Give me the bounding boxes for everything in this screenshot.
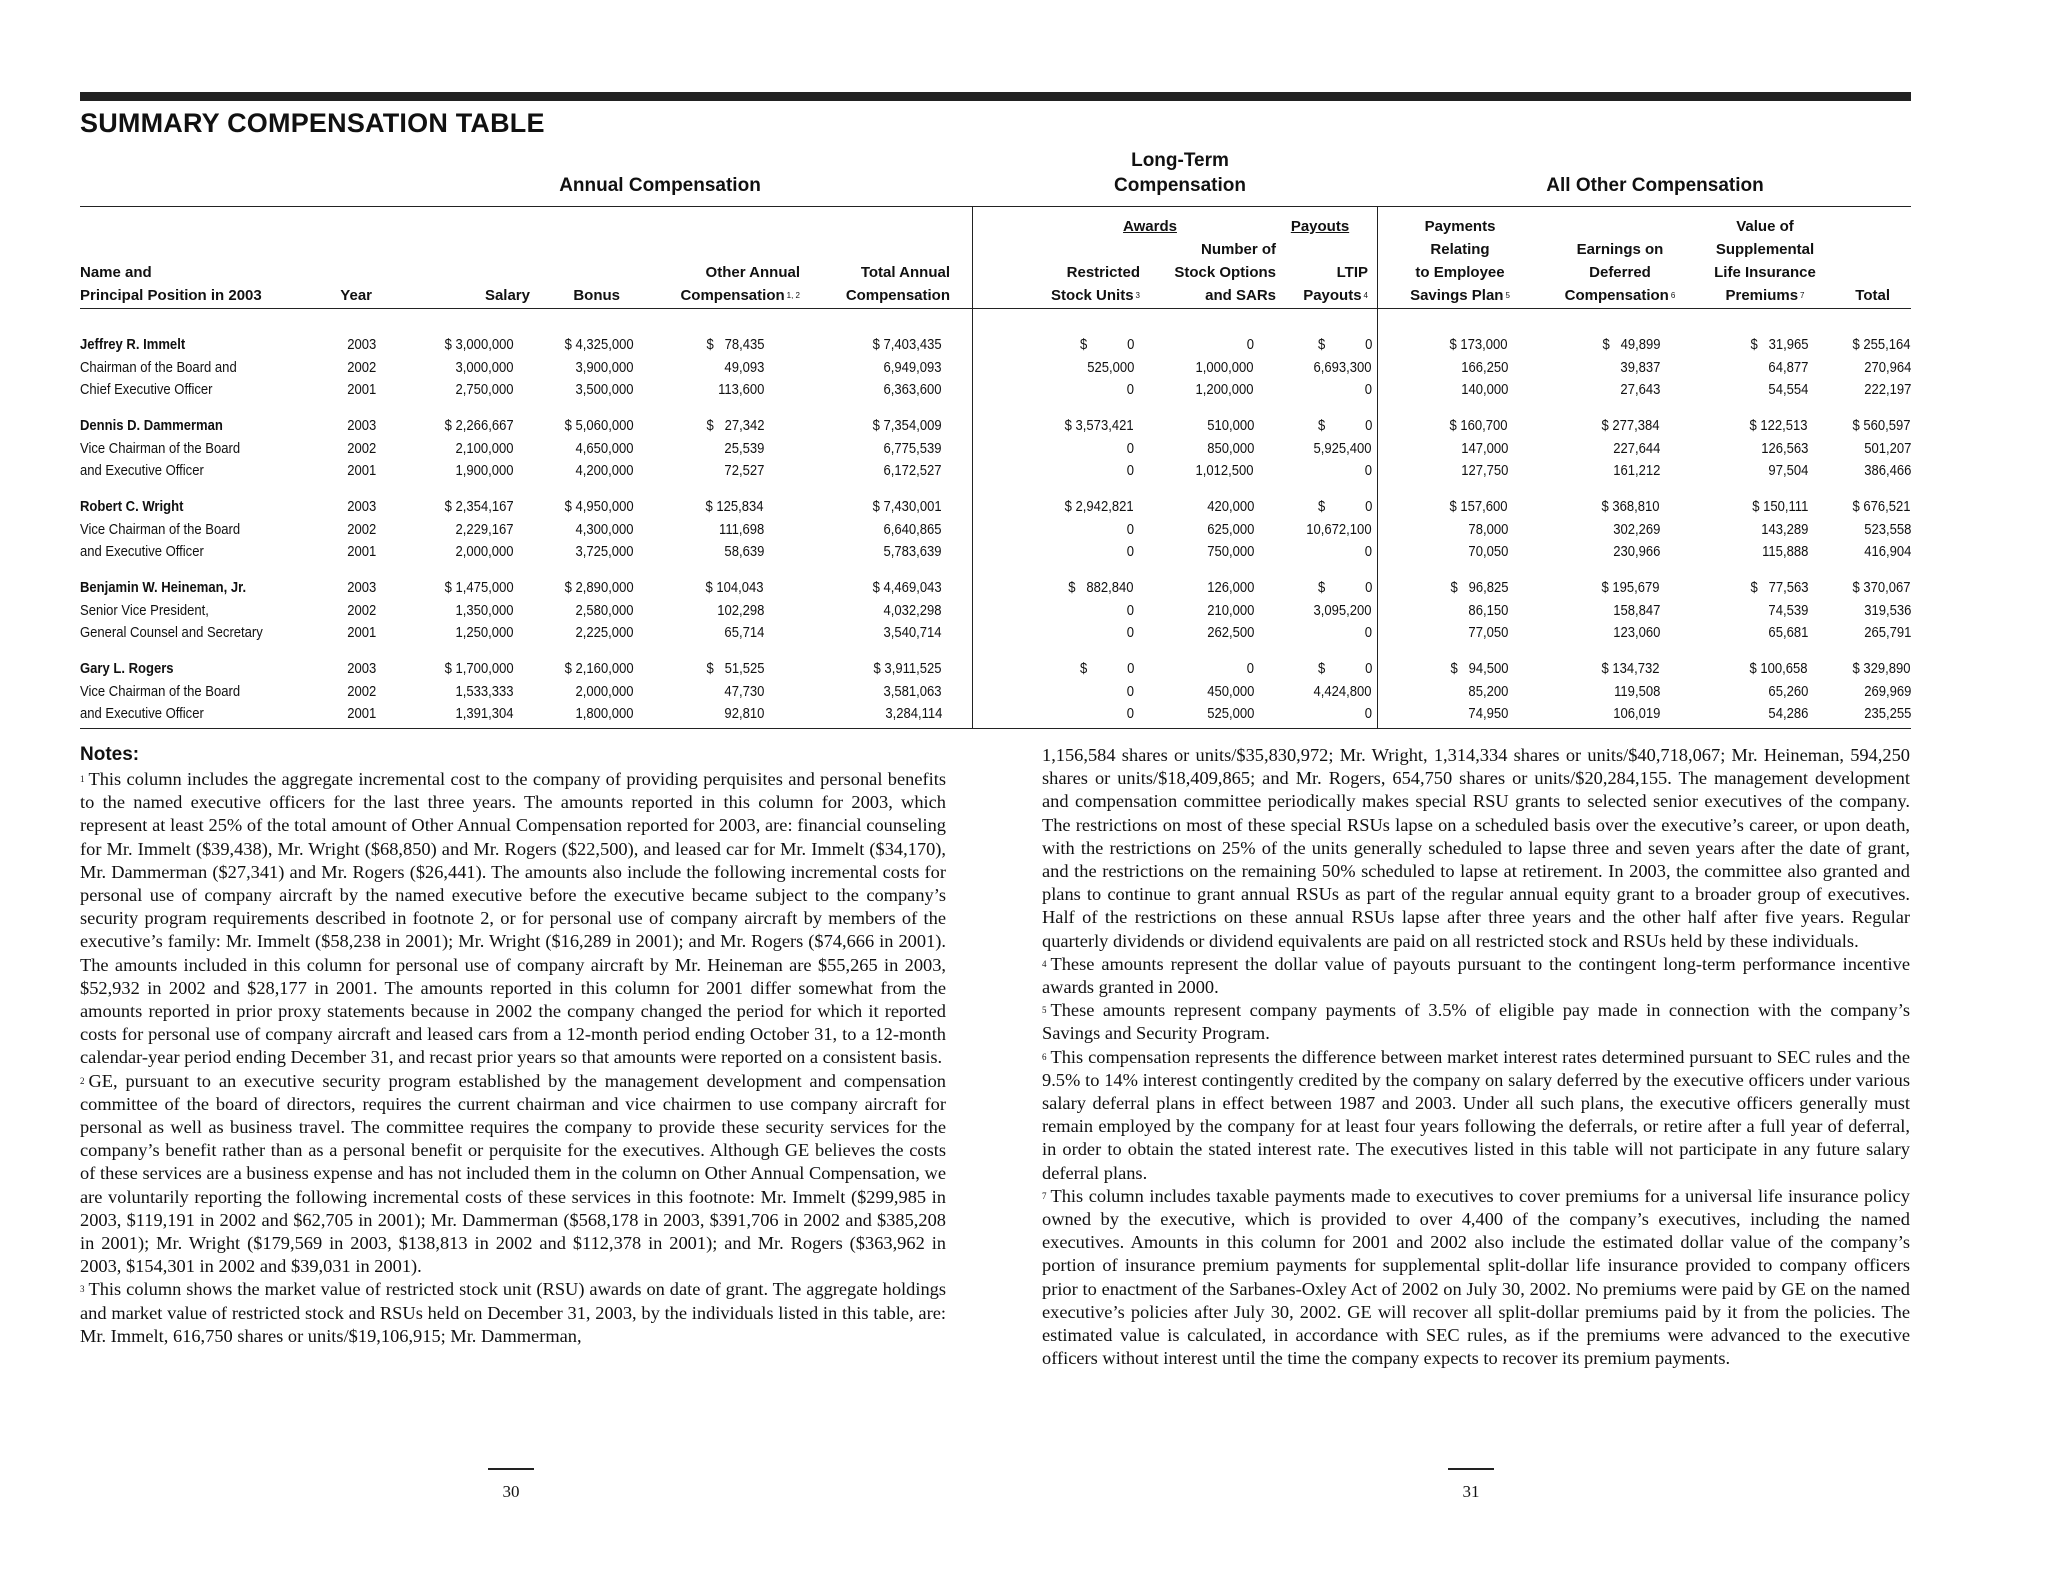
table-cell-options: 750,000 [1206,544,1254,560]
table-cell-rsu: 0 [1126,625,1134,641]
notes-right-column [1042,744,1910,1370]
table-cell-other: $ 51,525 [705,661,764,677]
table-cell-rsu: $ 0 [1079,661,1134,677]
table-cell-options: 1,000,000 [1195,359,1254,376]
column-header-total-annual: Compensation [845,287,950,304]
table-cell-rsu: 525,000 [1086,359,1134,376]
executive-position: Chief Executive Officer [80,382,213,398]
table-cell-total-annual: 6,363,600 [883,382,942,398]
table-cell-other: $ 104,043 [705,580,764,596]
table-cell-year: 2003 [346,337,376,353]
footnote-text: These amounts represent the dollar value of payouts pursuant to the contingent long-term performance incentive awards granted in 2000. [1042,953,1910,998]
table-cell-bonus: 2,225,000 [575,625,634,641]
executive-name: Gary L. Rogers [80,661,174,677]
table-cell-payments: 70,050 [1468,544,1508,560]
table-cell-total: $ 370,067 [1852,580,1911,596]
footnote-text: This column includes taxable payments made to executives to cover premiums for a universal life insurance policy owned by the executive, which is provided to over 4,400 of the company’s executives, including the named executives. Amounts in this column for 2001 and 2002 also include the estimated dollar value of the company’s portion of insurance premium payments for supplemental split-dollar life insurance provided to company officers prior to enactment of the Sarbanes-Oxley Act of 2002 on July 30, 2002. No premiums were paid by GE on the named executive’s policies after July 30, 2002. GE will recover all split-dollar premiums paid by it from the policies. The estimated value is calculated, in accordance with SEC rules, as if the premiums were advanced to the executive officers without interest until the time the company expects to recover its premium payments. [1042,1185,1910,1369]
table-cell-earnings: $ 49,899 [1601,337,1660,353]
table-cell-salary: $ 3,000,000 [445,337,514,353]
executive-position: and Executive Officer [80,706,204,722]
table-cell-insurance: $ 122,513 [1749,418,1808,434]
footnote-marker: 7 [1042,1190,1047,1201]
table-cell-year: 2002 [346,683,376,700]
table-cell-earnings: 123,060 [1612,625,1660,641]
payouts-subheader: Payouts [1290,218,1350,235]
table-cell-payments: $ 94,500 [1449,661,1508,677]
footnote [80,1278,946,1348]
table-cell-payments: 127,750 [1460,463,1508,479]
table-cell-year: 2002 [346,440,376,457]
table-cell-other: 49,093 [724,359,764,376]
table-cell-earnings: 39,837 [1620,359,1660,376]
table-cell-other: 72,527 [724,463,764,479]
table-cell-salary: 2,000,000 [455,544,514,560]
table-cell-year: 2001 [346,382,376,398]
notes-label: Notes: [80,744,140,765]
table-cell-options: 525,000 [1206,706,1254,722]
table-cell-total-annual: $ 4,469,043 [873,580,942,596]
long-term-header-line1: Long-Term [1131,150,1229,171]
column-header-earnings: Deferred [1589,264,1651,281]
column-header-options: Number of [1201,241,1276,258]
table-cell-other: 113,600 [717,382,764,398]
table-cell-total-annual: 6,775,539 [883,440,942,457]
all-other-compensation-header: All Other Compensation [1546,175,1764,196]
table-cell-insurance: $ 77,563 [1749,580,1808,596]
table-cell-rsu: 0 [1126,463,1134,479]
table-cell-rsu: 0 [1126,544,1134,560]
table-cell-other: 111,698 [718,521,764,538]
table-cell-other: 25,539 [724,440,764,457]
table-cell-rsu: 0 [1126,602,1134,619]
table-cell-bonus: 2,580,000 [575,602,634,619]
page-title: SUMMARY COMPENSATION TABLE [80,108,545,138]
table-cell-payments: 140,000 [1460,382,1508,398]
table-cell-salary: 1,900,000 [455,463,514,479]
table-cell-payments: $ 157,600 [1449,499,1508,515]
table-cell-insurance: $ 31,965 [1749,337,1808,353]
table-cell-earnings: $ 134,732 [1601,661,1660,677]
table-cell-salary: $ 1,475,000 [445,580,514,596]
table-cell-insurance: 115,888 [1761,544,1808,560]
table-cell-rsu: $ 882,840 [1068,580,1134,596]
table-cell-bonus: 2,000,000 [575,683,634,700]
table-cell-payments: 166,250 [1460,359,1508,376]
table-cell-rsu: 0 [1126,683,1134,700]
footnote [80,1070,946,1279]
executive-position: Senior Vice President, [80,602,209,619]
table-cell-ltip: $ 0 [1317,418,1372,434]
table-cell-bonus: 4,300,000 [575,521,634,538]
executive-position: and Executive Officer [80,463,204,479]
table-cell-year: 2001 [346,625,376,641]
table-cell-year: 2001 [346,706,376,722]
executive-position: and Executive Officer [80,544,204,560]
executive-position: Vice Chairman of the Board [80,521,241,538]
executive-name: Jeffrey R. Immelt [80,337,186,353]
table-cell-total-annual: $ 7,403,435 [873,337,942,353]
footnote-marker: 3 [80,1284,85,1295]
table-cell-salary: 1,391,304 [455,706,514,722]
table-cell-insurance: 64,877 [1768,359,1808,376]
column-header-payments: Payments [1424,218,1496,235]
table-cell-total: 416,904 [1863,544,1911,560]
table-cell-rsu: 0 [1126,521,1134,538]
table-cell-total-annual: 3,581,063 [883,683,942,700]
page-rule-right [1448,1468,1494,1470]
table-cell-rsu: $ 2,942,821 [1065,499,1134,515]
footnote [1042,1185,1910,1371]
table-cell-total-annual: 6,949,093 [883,359,942,376]
table-cell-bonus: 3,500,000 [575,382,634,398]
footnote-text: This compensation represents the difference between market interest rates determined pursuant to SEC rules and the 9.5% to 14% interest contingently credited by the company on salary deferred by the executive officers under various salary deferral plans in effect between 1987 and 2003. Under all such plans, the executive officers generally must remain employed by the company for at least four years following the deferrals, or retire after a full year of deferral, in order to obtain the stated interest rate. The executives listed in this table will not participate in any future salary deferral plans. [1042,1046,1910,1183]
table-cell-options: 0 [1246,661,1254,677]
table-cell-earnings: 158,847 [1612,602,1660,619]
table-cell-options: 420,000 [1206,499,1254,515]
table-cell-earnings: $ 277,384 [1601,418,1660,434]
table-cell-bonus: 3,900,000 [575,359,634,376]
column-header-payments: Savings Plan $^5$ [1410,287,1510,304]
table-cell-total-annual: 6,172,527 [883,463,942,479]
table-cell-total: $ 329,890 [1852,661,1911,677]
table-cell-earnings: 27,643 [1620,382,1660,398]
table-cell-year: 2002 [346,521,376,538]
column-header-other-annual: Compensation $^{1, 2}$ [680,287,800,304]
page-number-left: 30 [502,1482,520,1501]
footnote-text: 1,156,584 shares or units/$35,830,972; Mr. Wright, 1,314,334 shares or units/$40,718,067; Mr. Heineman, 594,250 shares or units/$18,409,865; and Mr. Rogers, 654,750 shares or units/$20,284,155. The management development and compensation committee periodically makes special RSU grants to selected senior executives of the company. The restrictions on most of these special RSUs lapse on a scheduled basis over the executive’s career, or upon death, with the restrictions on 25% of the units generally scheduled to lapse three and seven years after the date of grant, and the restrictions on the remaining 50% scheduled to lapse at retirement. In 2003, the committee also granted and plans to continue to grant annual RSUs as part of the regular annual equity grant to a broader group of executives. Half of the restrictions on these annual RSUs lapse after three years and the other half after five years. Regular quarterly dividends or dividend equivalents are paid on all restricted stock and RSUs held by these individuals. [1042,745,1910,951]
table-cell-other: $ 125,834 [705,499,764,515]
footnote-marker: 5 [1042,1005,1047,1016]
table-cell-insurance: $ 100,658 [1749,661,1808,677]
table-cell-earnings: 161,212 [1612,463,1660,479]
table-cell-rsu: 0 [1126,382,1134,398]
footnote [80,768,946,1070]
column-header-options: and SARs [1205,287,1276,304]
table-cell-ltip: 0 [1364,706,1372,722]
table-cell-ltip: 5,925,400 [1313,440,1372,457]
executive-position: Vice Chairman of the Board [80,683,241,700]
table-cell-ltip: $ 0 [1317,580,1372,596]
table-cell-options: 450,000 [1206,683,1254,700]
column-header-other-annual: Other Annual [705,264,800,281]
table-cell-total: 269,969 [1863,683,1911,700]
footnote-marker: 2 [80,1075,85,1086]
table-cell-payments: $ 96,825 [1449,580,1508,596]
table-cell-earnings: 302,269 [1612,521,1660,538]
table-cell-salary: 3,000,000 [455,359,514,376]
table-cell-insurance: 54,554 [1768,382,1808,398]
table-cell-total: $ 560,597 [1852,418,1911,434]
table-cell-payments: 78,000 [1468,521,1508,538]
table-cell-year: 2003 [346,580,376,596]
table-cell-payments: 74,950 [1468,706,1508,722]
footnote [1042,1046,1910,1185]
table-cell-total: $ 255,164 [1852,337,1911,353]
table-cell-options: 1,012,500 [1195,463,1254,479]
long-term-header-line2: Compensation [1114,175,1246,196]
column-header-name: Principal Position in 2003 [80,287,262,304]
table-cell-other: 102,298 [716,602,764,619]
table-cell-insurance: 54,286 [1768,706,1808,722]
table-cell-bonus: $ 4,950,000 [565,499,634,515]
footnote-text: These amounts represent company payments of 3.5% of eligible pay made in connection with the company’s Savings and Security Program. [1042,1000,1910,1044]
table-cell-payments: $ 173,000 [1449,337,1508,353]
header-rule-top [80,206,1911,207]
table-cell-salary: 2,750,000 [455,382,514,398]
table-cell-payments: 85,200 [1468,683,1508,700]
column-header-salary: Salary [484,287,530,304]
footnote-marker: 6 [1042,1051,1047,1062]
table-cell-bonus: 3,725,000 [575,544,634,560]
table-cell-ltip: 0 [1364,382,1372,398]
table-cell-year: 2002 [346,359,376,376]
column-header-insurance: Life Insurance [1714,264,1816,281]
table-cell-options: 510,000 [1206,418,1254,434]
column-header-name: Name and [80,264,152,281]
table-cell-total: 523,558 [1863,521,1911,538]
table-cell-total-annual: $ 7,430,001 [873,499,942,515]
executive-name: Dennis D. Dammerman [80,418,223,434]
table-cell-ltip: $ 0 [1317,499,1372,515]
table-cell-earnings: $ 195,679 [1601,580,1660,596]
table-cell-bonus: 4,200,000 [575,463,634,479]
table-cell-bonus: $ 4,325,000 [565,337,634,353]
table-cell-options: 262,500 [1206,625,1254,641]
executive-name: Benjamin W. Heineman, Jr. [80,580,247,596]
table-cell-salary: 2,100,000 [455,440,514,457]
table-cell-payments: 77,050 [1468,625,1508,641]
executive-position: General Counsel and Secretary [80,625,263,641]
table-cell-options: 126,000 [1206,580,1254,596]
column-divider-2 [1377,206,1378,728]
column-header-payments: Relating [1430,241,1490,258]
table-cell-total: $ 676,521 [1852,499,1911,515]
table-cell-options: 850,000 [1206,440,1254,457]
table-cell-year: 2001 [346,463,376,479]
table-cell-earnings: $ 368,810 [1601,499,1660,515]
table-cell-salary: 1,533,333 [455,683,514,700]
footnote-marker: 1 [80,774,85,784]
table-cell-year: 2002 [346,602,376,619]
table-cell-total: 265,791 [1863,625,1911,641]
table-cell-other: $ 78,435 [705,337,764,353]
table-cell-payments: $ 160,700 [1449,418,1508,434]
table-cell-payments: 147,000 [1460,440,1508,457]
table-cell-total-annual: 3,540,714 [883,625,942,641]
table-cell-salary: $ 2,266,667 [445,418,514,434]
awards-subheader: Awards [1123,218,1177,235]
annual-compensation-header: Annual Compensation [559,175,761,196]
top-rule [80,92,1911,101]
table-cell-salary: 1,350,000 [455,602,514,619]
table-cell-salary: 1,250,000 [455,625,514,641]
table-cell-total-annual: 6,640,865 [883,521,942,538]
table-cell-salary: $ 1,700,000 [445,661,514,677]
table-cell-total: 222,197 [1863,382,1911,398]
table-rule-bottom [80,728,1911,729]
table-cell-total: 319,536 [1863,602,1911,619]
table-cell-total-annual: $ 7,354,009 [873,418,942,434]
table-cell-total: 386,466 [1863,463,1911,479]
table-cell-rsu: 0 [1126,706,1134,722]
table-cell-options: 0 [1246,337,1254,353]
table-cell-insurance: 126,563 [1760,440,1808,457]
column-header-ltip: Payouts $^4$ [1303,287,1368,304]
table-cell-ltip: 4,424,800 [1313,683,1372,700]
column-header-total-annual: Total Annual [860,264,950,281]
executive-name: Robert C. Wright [80,499,184,515]
table-cell-rsu: 0 [1126,440,1134,457]
table-cell-total: 270,964 [1863,359,1911,376]
table-cell-total-annual: 4,032,298 [883,602,942,619]
column-header-insurance: Supplemental [1715,241,1815,258]
footnote-text: This column includes the aggregate incremental cost to the company of providing perquisites and personal benefits to the named executive officers for the last three years. The amounts reported in this column for 2003, which represent at least 25% of the total amount of Other Annual Compensation reported for 2003, are: financial counseling for Mr. Immelt ($39,438), Mr. Wright ($68,850) and Mr. Rogers ($22,500), and leased car for Mr. Immelt ($34,170), Mr. Dammerman ($27,341) and Mr. Rogers ($26,441). The amounts also include the following incremental costs for personal use of company aircraft by the named executive before the executive became subject to the company’s security program requirements described in footnote 2, or for personal use of company aircraft by members of the executive’s family: Mr. Immelt ($58,238 in 2001); Mr. Wright ($16,289 in 2001); and Mr. Rogers ($74,666 in 2001). The amounts included in this column for personal use of company aircraft by Mr. Heineman are $55,265 in 2003, $52,932 in 2002 and $28,177 in 2001. The amounts reported in this column for 2001 differ somewhat from the amounts reported in prior proxy statements because in 2002 the company changed the period for which it reported costs for personal use of company aircraft and leased cars from a 12-month period ending October 31, to a 12-month calendar-year period ending December 31, and recast prior years so that amounts were reported on a consistent basis. [80,769,946,1068]
table-cell-ltip: 3,095,200 [1313,602,1372,619]
executive-position: Chairman of the Board and [80,359,237,376]
table-cell-total-annual: $ 3,911,525 [874,661,942,677]
footnote [1042,744,1910,953]
page-number-right: 31 [1462,1482,1480,1501]
table-cell-insurance: 65,260 [1768,683,1808,700]
column-header-bonus: Bonus [573,287,620,304]
column-header-insurance: Premiums $^7$ [1725,287,1805,304]
column-header-earnings: Earnings on [1576,241,1664,258]
table-cell-insurance: 74,539 [1768,602,1808,619]
column-header-rsu: Restricted [1066,264,1140,281]
executive-position: Vice Chairman of the Board [80,440,241,457]
table-cell-options: 210,000 [1206,602,1254,619]
table-cell-rsu: $ 3,573,421 [1065,418,1134,434]
column-header-options: Stock Options [1174,264,1276,281]
table-cell-insurance: 97,504 [1768,463,1808,479]
column-header-insurance: Value of [1736,218,1794,235]
column-header-year: Year [340,287,372,304]
table-cell-ltip: 10,672,100 [1306,521,1372,538]
table-cell-other: 92,810 [724,706,764,722]
table-cell-bonus: 1,800,000 [575,706,634,722]
table-cell-earnings: 227,644 [1612,440,1660,457]
table-cell-other: 58,639 [724,544,764,560]
footnote-marker: 4 [1042,958,1047,969]
footnote-text: This column shows the market value of restricted stock unit (RSU) awards on date of grant. The aggregate holdings and market value of restricted stock and RSUs held on December 31, 2003, by the individuals listed in this table, are: Mr. Immelt, 616,750 shares or units/$19,106,915; Mr. Dammerman, [80,1279,946,1346]
table-cell-rsu: $ 0 [1079,337,1134,353]
table-cell-total-annual: 3,284,114 [884,706,942,722]
table-cell-earnings: 230,966 [1612,544,1660,560]
table-cell-total-annual: 5,783,639 [883,544,942,560]
table-cell-ltip: 0 [1364,463,1372,479]
table-cell-bonus: $ 2,890,000 [565,580,634,596]
footnote [1042,953,1910,999]
table-cell-ltip: $ 0 [1317,337,1372,353]
column-header-total: Total [1855,287,1890,304]
table-cell-year: 2003 [346,418,376,434]
header-rule-bottom [80,308,1911,309]
table-cell-earnings: 119,508 [1613,683,1660,700]
column-divider-1 [972,206,973,728]
table-cell-bonus: $ 5,060,000 [565,418,634,434]
column-header-payments: to Employee [1415,264,1505,281]
table-cell-options: 625,000 [1206,521,1254,538]
table-cell-options: 1,200,000 [1195,382,1254,398]
table-cell-other: 65,714 [724,625,764,641]
table-cell-bonus: 4,650,000 [575,440,634,457]
table-cell-salary: 2,229,167 [455,521,514,538]
footnote-text: GE, pursuant to an executive security program established by the management development and compensation committee of the board of directors, requires the current chairman and vice chairmen to use company aircraft for personal as well as business travel. The committee requires the company to provide these security services for the company’s benefit rather than as a personal benefit or perquisite for the executives. Although GE believes the costs of these services are a business expense and has not included them in the column on Other Annual Compensation, we are voluntarily reporting the following incremental costs of these services in this footnote: Mr. Immelt ($299,985 in 2003, $119,191 in 2002 and $62,705 in 2001); Mr. Dammerman ($568,178 in 2003, $391,706 in 2002 and $385,208 in 2001); Mr. Wright ($179,569 in 2003, $138,813 in 2002 and $112,378 in 2001); and Mr. Rogers ($363,962 in 2003, $154,301 in 2002 and $39,031 in 2001). [80,1070,946,1277]
table-cell-ltip: 6,693,300 [1313,359,1372,376]
table-cell-ltip: 0 [1364,625,1372,641]
table-cell-payments: 86,150 [1468,602,1508,619]
table-cell-other: 47,730 [724,683,764,700]
table-cell-year: 2001 [346,544,376,560]
table-cell-ltip: 0 [1364,544,1372,560]
column-header-rsu: Stock Units $^3$ [1051,287,1140,304]
table-cell-bonus: $ 2,160,000 [565,661,634,677]
table-cell-year: 2003 [346,499,376,515]
page-rule-left [488,1468,534,1470]
table-cell-total: 501,207 [1863,440,1911,457]
footnote [1042,999,1910,1045]
table-cell-year: 2003 [346,661,376,677]
table-cell-total: 235,255 [1863,706,1911,722]
notes-left-column [80,768,946,1348]
table-cell-salary: $ 2,354,167 [445,499,514,515]
table-cell-ltip: $ 0 [1317,661,1372,677]
column-header-ltip: LTIP [1336,264,1368,281]
table-cell-insurance: $ 150,111 [1751,499,1808,515]
table-cell-other: $ 27,342 [705,418,764,434]
column-header-earnings: Compensation $^6$ [1564,287,1676,304]
table-cell-earnings: 106,019 [1612,706,1660,722]
table-cell-insurance: 143,289 [1760,521,1808,538]
table-cell-insurance: 65,681 [1768,625,1808,641]
